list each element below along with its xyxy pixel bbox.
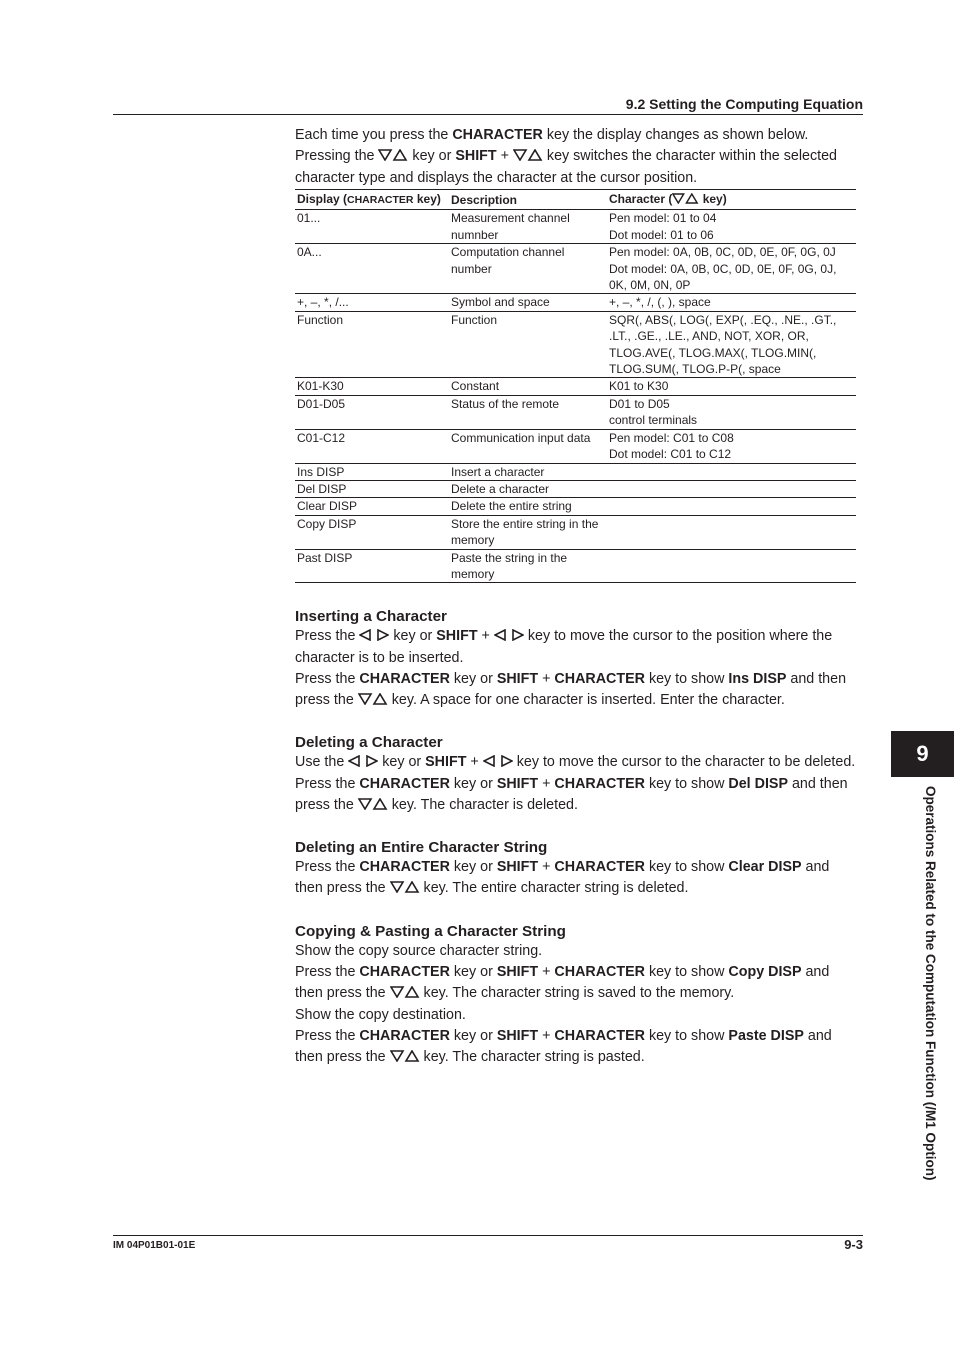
description-value: Computation channel number	[451, 245, 565, 276]
up-down-key-icon	[513, 147, 543, 168]
up-down-key-icon	[390, 1048, 420, 1069]
table-row	[295, 378, 856, 395]
description-cell	[449, 515, 607, 549]
copy-line-4: Show the copy destination.	[295, 1007, 466, 1023]
chapter-tab: 9	[891, 731, 954, 777]
display-cell	[295, 210, 449, 244]
character-cell	[607, 480, 856, 497]
character-cell	[607, 395, 856, 429]
description-value: Status of the remote	[451, 396, 560, 411]
display-cell	[295, 378, 449, 395]
display-value: 01...	[297, 211, 321, 226]
display-cell	[295, 463, 449, 480]
table-row	[295, 244, 856, 294]
character-value-line-2: Dot model: 01 to 06	[609, 227, 714, 242]
copy-line-5: Press the CHARACTER key or SHIFT + CHARACTER key to show Paste DISP and	[295, 1028, 832, 1044]
copy-paragraph	[295, 941, 865, 1069]
delete-heading: Deleting a Character	[295, 734, 443, 751]
display-cell	[295, 515, 449, 549]
character-cell	[607, 294, 856, 311]
intro-paragraph	[295, 125, 865, 189]
display-value: Function	[297, 312, 344, 327]
description-value: Communication input data	[451, 430, 591, 445]
description-cell	[449, 395, 607, 429]
character-cell	[607, 210, 856, 244]
document-number: IM 04P01B01-01E	[113, 1240, 196, 1251]
display-cell	[295, 294, 449, 311]
left-right-key-icon	[348, 753, 378, 774]
description-value: Store the entire string in the memory	[451, 516, 599, 548]
left-right-key-icon	[483, 753, 513, 774]
page-number: 9-3	[844, 1237, 863, 1252]
character-cell	[607, 378, 856, 395]
description-value: Measurement channel numnber	[451, 211, 570, 242]
description-cell	[449, 480, 607, 497]
footer-rule	[113, 1235, 863, 1236]
clear-line-1: Press the CHARACTER key or SHIFT + CHARACTER key to show Clear DISP and	[295, 859, 830, 875]
description-cell	[449, 498, 607, 515]
up-down-key-icon	[390, 984, 420, 1005]
table-row	[295, 294, 856, 311]
table-row	[295, 429, 856, 463]
character-cell	[607, 498, 856, 515]
up-down-key-icon	[672, 192, 699, 208]
character-table	[295, 189, 856, 583]
description-cell	[449, 210, 607, 244]
description-value: Paste the string in the memory	[451, 550, 568, 581]
table-row	[295, 210, 856, 244]
insert-heading: Inserting a Character	[295, 608, 447, 625]
table-row	[295, 311, 856, 378]
insert-paragraph	[295, 626, 865, 712]
table-row	[295, 498, 856, 515]
display-value: D01-D05	[297, 396, 346, 411]
description-column-header: Description	[449, 190, 607, 210]
description-value: Constant	[451, 379, 500, 394]
description-cell	[449, 244, 607, 294]
insert-line-2: character is to be inserted.	[295, 650, 464, 666]
table-row	[295, 395, 856, 429]
table-row	[295, 515, 856, 549]
display-value: C01-C12	[297, 430, 346, 445]
intro-line-2: Pressing the key or SHIFT + key switches the character within the selected	[295, 146, 865, 168]
copy-line-2: Press the CHARACTER key or SHIFT + CHARACTER key to show Copy DISP and	[295, 964, 830, 980]
display-value: Copy DISP	[297, 516, 357, 531]
description-cell	[449, 311, 607, 378]
table-row	[295, 549, 856, 583]
display-value: Past DISP	[297, 550, 353, 565]
description-cell	[449, 294, 607, 311]
section-title: 9.2 Setting the Computing Equation	[625, 96, 863, 112]
insert-line-3: Press the CHARACTER key or SHIFT + CHARACTER key to show Ins DISP and then	[295, 671, 847, 687]
up-down-key-icon	[358, 691, 388, 712]
insert-line-1: Press the key or SHIFT + key to move the cursor to the position where the	[295, 626, 865, 648]
display-cell	[295, 480, 449, 497]
character-value: SQR(, ABS(, LOG(, EXP(, .EQ., .NE., .GT., .LT., .GE., .LE., AND, NOT, XOR, OR, TLOG.AVE(, TLOG.MAX(, TLOG.MIN(, TLOG.SUM(, TLOG.P-P(, space	[609, 312, 837, 377]
insert-line-4: press the key. A space for one character is inserted. Enter the character.	[295, 690, 865, 712]
display-value: Ins DISP	[297, 464, 345, 479]
description-cell	[449, 429, 607, 463]
display-cell	[295, 311, 449, 378]
table-header-row	[295, 190, 856, 210]
left-right-key-icon	[359, 627, 389, 648]
character-cell	[607, 429, 856, 463]
clear-line-2: then press the key. The entire character string is deleted.	[295, 878, 865, 900]
character-column-header: Character ( key)	[607, 190, 856, 210]
character-value-line-2: Dot model: 0A, 0B, 0C, 0D, 0E, 0F, 0G, 0J, 0K, 0M, 0N, 0P	[609, 261, 837, 293]
clear-paragraph	[295, 857, 865, 900]
display-cell	[295, 244, 449, 294]
character-cell	[607, 549, 856, 583]
up-down-key-icon	[378, 147, 408, 168]
chapter-side-title	[923, 786, 946, 1206]
clear-heading: Deleting an Entire Character String	[295, 839, 548, 856]
description-cell	[449, 463, 607, 480]
table-row	[295, 480, 856, 497]
display-value: Clear DISP	[297, 499, 358, 514]
left-right-key-icon	[494, 627, 524, 648]
delete-paragraph	[295, 752, 865, 817]
display-value: K01-K30	[297, 379, 344, 394]
description-cell	[449, 378, 607, 395]
display-cell	[295, 549, 449, 583]
character-value: +, –, *, /, (, ), space	[609, 295, 711, 310]
display-value: 0A...	[297, 245, 322, 260]
delete-line-2: Press the CHARACTER key or SHIFT + CHARACTER key to show Del DISP and then	[295, 776, 848, 792]
display-cell	[295, 429, 449, 463]
intro-line-1: Each time you press the CHARACTER key the display changes as shown below.	[295, 127, 809, 143]
copy-line-6: then press the key. The character string is pasted.	[295, 1047, 865, 1069]
description-value: Insert a character	[451, 464, 545, 479]
display-column-header: Display (CHARACTER key)	[295, 190, 449, 210]
up-down-key-icon	[358, 796, 388, 817]
description-value: Delete a character	[451, 481, 550, 496]
copy-line-1: Show the copy source character string.	[295, 943, 543, 959]
description-value: Symbol and space	[451, 295, 550, 310]
copy-heading: Copying & Pasting a Character String	[295, 923, 566, 940]
header-rule	[113, 114, 863, 115]
character-cell	[607, 463, 856, 480]
character-value: K01 to K30	[609, 379, 669, 394]
character-value: Pen model: C01 to C08	[609, 430, 734, 445]
character-value: Pen model: 0A, 0B, 0C, 0D, 0E, 0F, 0G, 0J	[609, 245, 836, 260]
character-value-line-2: control terminals	[609, 413, 698, 428]
delete-line-1: Use the key or SHIFT + key to move the cursor to the character to be deleted.	[295, 752, 865, 774]
character-value-line-2: Dot model: C01 to C12	[609, 447, 732, 462]
intro-line-3: character type and displays the character at the cursor position.	[295, 170, 698, 186]
character-value: D01 to D05	[609, 396, 670, 411]
chapter-title-text: Operations Related to the Computation Function (/M1 Option)	[923, 786, 938, 1181]
character-cell	[607, 515, 856, 549]
display-value: +, –, *, /...	[297, 295, 349, 310]
description-value: Function	[451, 312, 498, 327]
table-row	[295, 463, 856, 480]
character-value: Pen model: 01 to 04	[609, 211, 717, 226]
display-cell	[295, 498, 449, 515]
character-cell	[607, 244, 856, 294]
description-value: Delete the entire string	[451, 499, 572, 514]
display-value: Del DISP	[297, 481, 347, 496]
up-down-key-icon	[390, 879, 420, 900]
copy-line-3: then press the key. The character string is saved to the memory.	[295, 983, 865, 1005]
character-cell	[607, 311, 856, 378]
delete-line-3: press the key. The character is deleted.	[295, 795, 865, 817]
description-cell	[449, 549, 607, 583]
display-cell	[295, 395, 449, 429]
